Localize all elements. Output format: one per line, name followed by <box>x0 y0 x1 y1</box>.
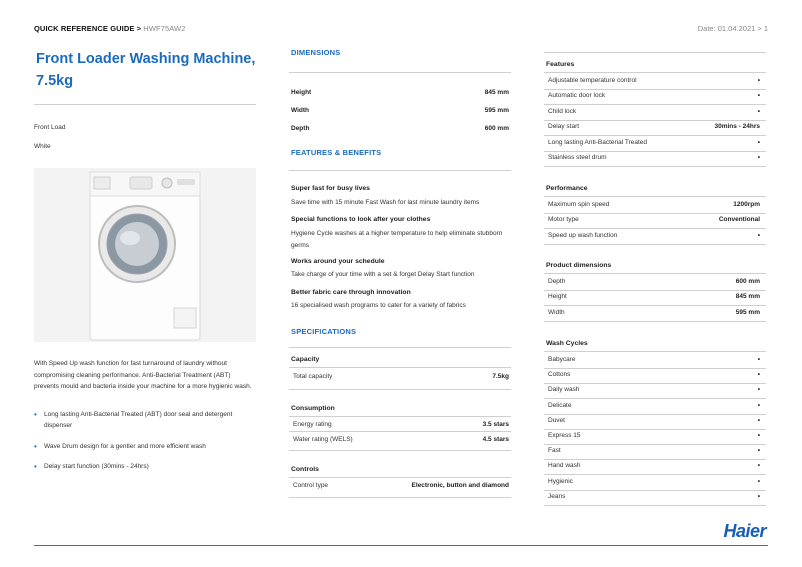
row-label: Depth <box>291 125 310 132</box>
row-label: Hand wash <box>548 462 581 470</box>
row-value: • <box>757 231 760 239</box>
spec-row <box>548 201 760 213</box>
row-value: 845 mm <box>735 293 760 301</box>
divider <box>544 52 766 53</box>
divider <box>544 135 766 136</box>
spec-row <box>291 373 509 385</box>
spec-row <box>548 417 760 429</box>
breadcrumb[interactable] <box>34 24 186 33</box>
divider <box>544 104 766 105</box>
divider <box>544 368 766 369</box>
divider <box>289 416 511 417</box>
divider <box>544 414 766 415</box>
dimension-row <box>291 89 509 101</box>
spec-row <box>548 154 760 166</box>
product-title-line-1: Front Loader Washing Machine, <box>36 51 256 67</box>
row-value: • <box>757 492 760 500</box>
row-label: Width <box>291 107 309 114</box>
benefit-title: Better fabric care through innovation <box>291 289 411 296</box>
row-label: Energy rating <box>293 421 332 428</box>
title-divider <box>34 104 256 105</box>
spec-row <box>548 309 760 321</box>
divider <box>544 444 766 445</box>
divider <box>544 244 766 245</box>
divider <box>289 170 511 171</box>
row-label: Height <box>548 293 567 301</box>
product-title-line-2: 7.5kg <box>36 73 74 89</box>
row-label: Adjustable temperature control <box>548 77 637 84</box>
product-image <box>34 168 256 342</box>
row-label: Water rating (WELS) <box>293 436 353 443</box>
spec-row <box>548 139 760 151</box>
row-label: Cottons <box>548 371 571 379</box>
spec-row <box>548 478 760 490</box>
features-heading: Features <box>546 61 575 68</box>
row-value: 30mins - 24hrs <box>714 123 760 131</box>
page-date: Date: 01.04.2021 > 1 <box>697 24 768 33</box>
divider <box>544 273 766 274</box>
row-value: 845 mm <box>484 89 509 96</box>
spec-row <box>291 482 509 494</box>
row-value: 595 mm <box>484 107 509 114</box>
row-value: 3.5 stars <box>482 421 509 428</box>
row-label: Stainless steel drum <box>548 154 607 161</box>
spec-group-consumption: Consumption <box>291 405 335 412</box>
row-value: 7.5kg <box>492 373 509 380</box>
row-value: Conventional <box>718 216 760 224</box>
divider <box>544 228 766 229</box>
divider <box>289 450 511 451</box>
divider <box>289 389 511 390</box>
spec-row <box>548 402 760 414</box>
row-label: Motor type <box>548 216 579 224</box>
row-value: 600 mm <box>735 278 760 285</box>
benefit-title: Super fast for busy lives <box>291 185 370 192</box>
product-title <box>36 48 255 92</box>
spec-row <box>548 447 760 459</box>
row-label: Jeans <box>548 492 566 500</box>
benefit-desc: Take charge of your time with a set & forget Delay Start function <box>291 271 475 278</box>
benefit-desc: Save time with 15 minute Fast Wash for last minute laundry items <box>291 199 480 206</box>
divider <box>544 429 766 430</box>
spec-row <box>548 108 760 120</box>
row-label: Control type <box>293 482 329 489</box>
divider <box>544 505 766 506</box>
row-value: • <box>757 356 760 363</box>
spec-row <box>548 278 760 290</box>
row-value: • <box>757 432 760 439</box>
divider <box>289 431 511 432</box>
row-label: Delay start <box>548 123 580 131</box>
product-dimensions-heading: Product dimensions <box>546 262 612 269</box>
row-label: Automatic door lock <box>548 92 606 100</box>
dimensions-heading: DIMENSIONS <box>291 48 341 57</box>
benefit-desc: Hygiene Cycle washes at a higher temperature to help eliminate stubborn germs <box>291 230 503 249</box>
row-label: Duvet <box>548 416 565 424</box>
specifications-heading: SPECIFICATIONS <box>291 327 357 336</box>
row-label: Long lasting Anti-Bacterial Treated <box>548 138 648 146</box>
list-item <box>34 409 256 431</box>
bullet-icon: • <box>34 462 37 471</box>
divider <box>544 383 766 384</box>
divider <box>544 490 766 491</box>
row-label: Hygienic <box>548 477 573 485</box>
row-label: Total capacity <box>293 373 333 380</box>
row-label: Delicate <box>548 401 572 409</box>
benefit-desc: 16 specialised wash programs to cater for a variety of fabrics <box>291 302 466 309</box>
product-type: Front Load <box>34 124 66 131</box>
spec-row <box>291 436 509 448</box>
divider <box>289 367 511 368</box>
divider <box>289 347 511 348</box>
divider <box>544 459 766 460</box>
divider <box>544 213 766 214</box>
row-label: Daily wash <box>548 386 580 394</box>
row-value: • <box>757 138 760 146</box>
model-number: HWF75AW2 <box>143 24 186 33</box>
divider <box>289 477 511 478</box>
row-label: Depth <box>548 278 566 285</box>
row-value: 600 mm <box>484 125 509 132</box>
row-value: 4.5 stars <box>482 436 509 443</box>
bullet-icon: • <box>34 410 37 419</box>
divider <box>289 72 511 73</box>
spec-group-capacity: Capacity <box>291 356 320 363</box>
divider <box>544 196 766 197</box>
row-value: • <box>757 371 760 379</box>
product-intro: With Speed Up wash function for fast turnaround of laundry without compromising cleaning performance. Anti-Bacterial Treatment (ABT) prevents mould and bacteria inside your machine for a more hygienic wash. <box>34 360 252 390</box>
spec-row <box>548 216 760 228</box>
list-item <box>34 441 256 452</box>
breadcrumb-label: QUICK REFERENCE GUIDE > <box>34 24 142 33</box>
spec-row <box>548 371 760 383</box>
spec-row <box>548 123 760 135</box>
row-label: Width <box>548 308 565 316</box>
row-label: Express 15 <box>548 432 581 439</box>
divider <box>544 351 766 352</box>
row-value: • <box>757 401 760 409</box>
benefit-title: Works around your schedule <box>291 258 385 265</box>
spec-row <box>548 462 760 474</box>
row-value: 595 mm <box>735 308 760 316</box>
dimension-row <box>291 107 509 119</box>
row-value: • <box>757 92 760 100</box>
features-benefits-heading: FEATURES & BENEFITS <box>291 148 382 157</box>
row-value: • <box>757 462 760 470</box>
list-item <box>34 461 256 472</box>
row-value: • <box>757 447 760 455</box>
row-label: Height <box>291 89 312 96</box>
row-value: • <box>757 416 760 424</box>
divider <box>544 72 766 73</box>
row-value: • <box>757 154 760 161</box>
row-label: Babycare <box>548 356 576 363</box>
spec-row <box>548 232 760 244</box>
spec-row <box>548 356 760 368</box>
divider <box>544 321 766 322</box>
row-value: • <box>757 77 760 84</box>
row-value: 1200rpm <box>733 201 760 208</box>
row-value: • <box>757 107 760 115</box>
row-value: Electronic, button and diamond <box>411 482 509 489</box>
bullet-text: Delay start function (30mins - 24hrs) <box>44 463 149 470</box>
spec-row <box>548 92 760 104</box>
bullet-text: Long lasting Anti-Bacterial Treated (ABT) door seal and detergent dispenser <box>44 411 233 429</box>
top-bar <box>34 24 768 36</box>
row-value: • <box>757 477 760 485</box>
dimension-row <box>291 125 509 137</box>
wash-cycles-heading: Wash Cycles <box>546 340 588 347</box>
divider <box>544 398 766 399</box>
spec-row <box>548 293 760 305</box>
divider <box>289 497 511 498</box>
spec-row <box>548 432 760 444</box>
divider <box>544 290 766 291</box>
bullet-icon: • <box>34 442 37 451</box>
spec-row <box>548 493 760 505</box>
benefit-title: Special functions to look after your clothes <box>291 216 431 223</box>
row-label: Maximum spin speed <box>548 201 610 208</box>
bullet-text: Wave Drum design for a gentler and more efficient wash <box>44 443 206 450</box>
divider <box>544 474 766 475</box>
footer-divider <box>34 545 768 546</box>
divider <box>544 120 766 121</box>
row-value: • <box>757 386 760 394</box>
haier-logo: Haier <box>723 521 766 541</box>
spec-row <box>548 386 760 398</box>
divider <box>544 89 766 90</box>
spec-group-controls: Controls <box>291 466 319 473</box>
performance-heading: Performance <box>546 185 588 192</box>
product-colour: White <box>34 143 51 150</box>
spec-row <box>548 77 760 89</box>
washing-machine-illustration <box>34 168 256 342</box>
divider <box>544 151 766 152</box>
divider <box>544 166 766 167</box>
row-label: Speed up wash function <box>548 231 618 239</box>
row-label: Fast <box>548 447 561 455</box>
divider <box>544 305 766 306</box>
row-label: Child lock <box>548 107 577 115</box>
